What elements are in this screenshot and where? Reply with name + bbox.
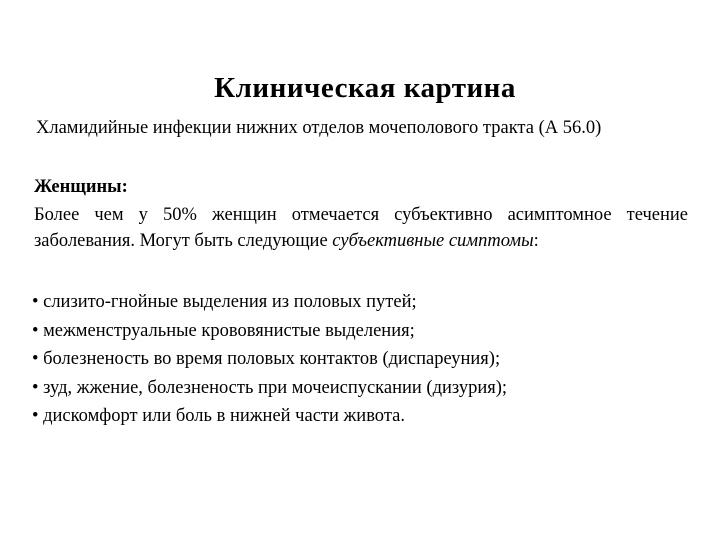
intro-paragraph bbox=[34, 202, 688, 254]
paragraph-text-before: Более чем у 50% женщин отмечается субъективно асимптомное течение заболевания. Могут быть следующие bbox=[34, 205, 688, 251]
symptom-list bbox=[32, 288, 507, 431]
section-heading-women: Женщины: bbox=[34, 177, 128, 197]
slide-subtitle: Хламидийные инфекции нижних отделов мочеполового тракта (А 56.0) bbox=[36, 118, 602, 138]
symptom-item: • дискомфорт или боль в нижней части живота. bbox=[32, 406, 405, 426]
symptom-item: • болезненость во время половых контактов (диспареуния); bbox=[32, 349, 501, 369]
symptom-item: • зуд, жжение, болезненость при мочеиспускании (дизурия); bbox=[32, 377, 508, 398]
slide-title: Клиническая картина bbox=[214, 72, 516, 104]
symptom-item: • межменструальные крововянистые выделения; bbox=[32, 320, 415, 341]
paragraph-emphasis: субъективные симптомы bbox=[332, 231, 534, 251]
symptom-item: • слизито-гнойные выделения из половых путей; bbox=[32, 292, 417, 312]
paragraph-text-after: : bbox=[533, 231, 539, 251]
